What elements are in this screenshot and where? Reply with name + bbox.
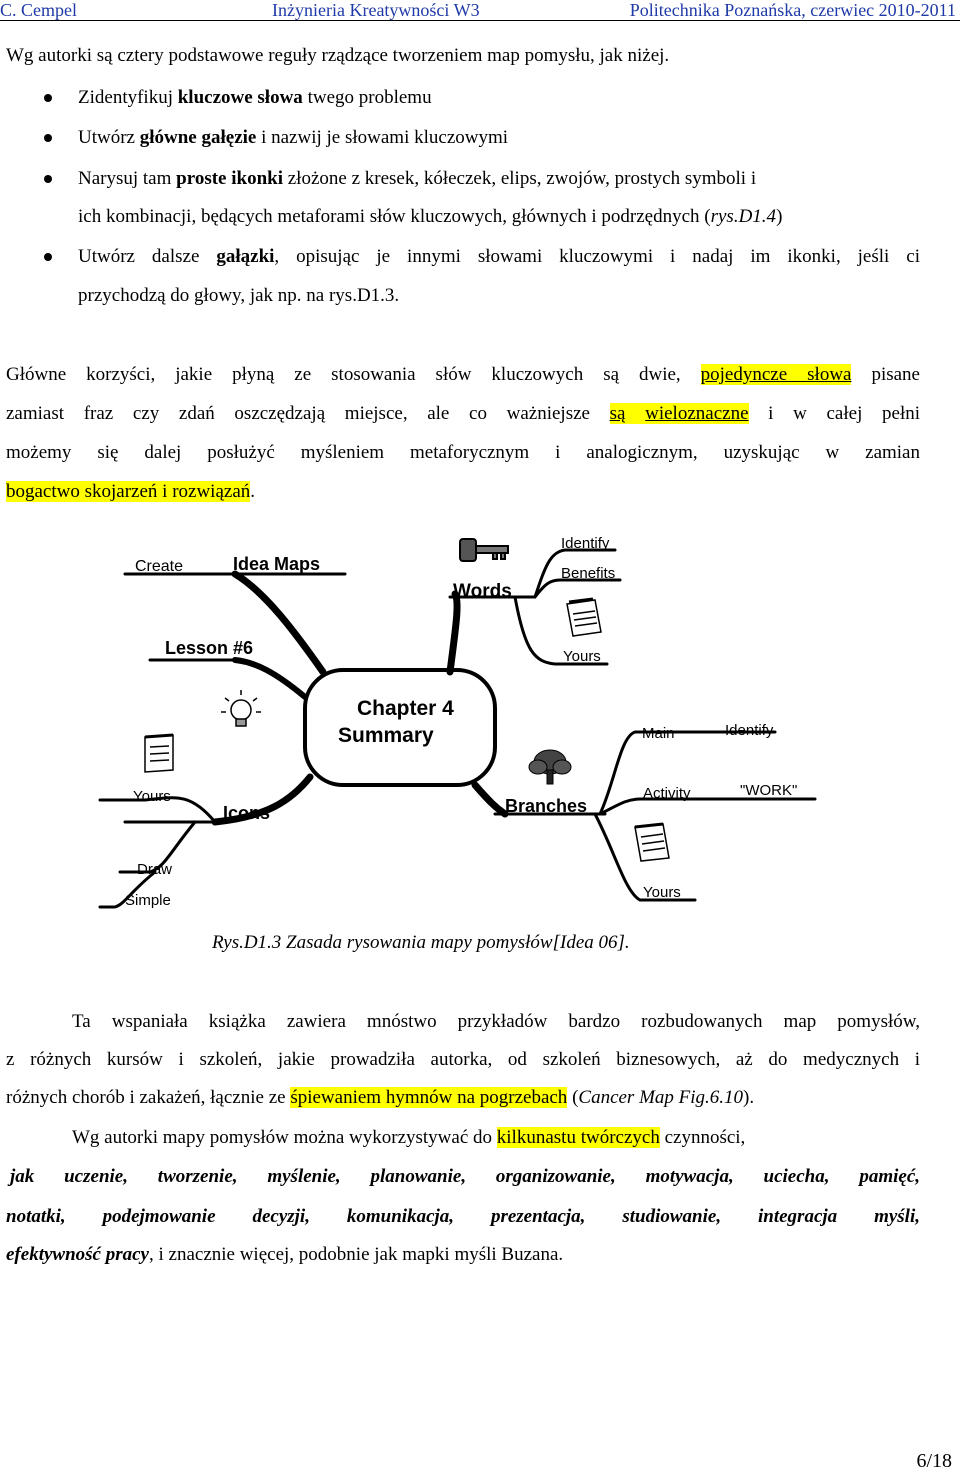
bullet-4-line1: Utwórz dalsze gałązki, opisując je innymi słowami kluczowymi i nadaj im ikonki, jeśli ci [78,246,920,267]
header-institution: Politechnika Poznańska, czerwiec 2010-2011 [629,0,956,20]
bullet-4-line2: przychodzą do głowy, jak np. na rys.D1.3. [78,285,400,306]
label-lesson: Lesson #6 [165,638,254,658]
para1-line1: Główne korzyści, jakie płyną ze stosowania słów kluczowych są dwie, pojedyncze słowa pisane [6,364,920,385]
label-branches: Branches [505,796,588,816]
key-icon [460,539,508,561]
label-yours-right: Yours [643,884,681,901]
bullet-marker [44,94,52,102]
label-idea-maps: Idea Maps [233,554,321,574]
figure-caption: Rys.D1.3 Zasada rysowania mapy pomysłów[Idea 06]. [212,932,630,953]
notepad-icon [145,735,173,772]
page-header [0,0,960,21]
para2-line3: różnych chorób i zakażeń, łącznie ze śpiewaniem hymnów na pogrzebach (Cancer Map Fig.6.10). [6,1087,755,1108]
page-number: 6/18 [916,1450,952,1472]
label-simple: Simple [125,892,171,909]
para3-line2: jak uczenie, tworzenie, myślenie, planowanie, organizowanie, motywacja, uciecha, pamięć, [10,1166,920,1187]
label-yours-left: Yours [133,788,171,805]
label-identify-1: Identify [561,535,610,552]
center-line2: Summary [338,724,434,747]
bullet-1: Zidentyfikuj kluczowe słowa twego problemu [78,87,432,108]
notepad-icon [567,599,601,636]
header-author: C. Cempel [0,0,77,20]
label-work: "WORK" [740,782,798,799]
para2-line2: z różnych kursów i szkoleń, jakie prowadziła autorka, od szkoleń biznesowych, aż do medycznych i [6,1049,920,1070]
tree-icon [529,750,571,784]
label-activity: Activity [643,785,691,802]
label-draw: Draw [137,861,173,878]
bullet-marker [44,134,52,142]
label-create: Create [135,558,184,575]
bullet-3-line1: Narysuj tam proste ikonki złożone z kresek, kółeczek, elips, zwojów, prostych symboli i [78,168,757,189]
label-benefits: Benefits [561,565,616,582]
label-identify-2: Identify [725,722,774,739]
label-yours-top: Yours [563,648,601,665]
para2-line1: Ta wspaniała książka zawiera mnóstwo przykładów bardzo rozbudowanych map pomysłów, [72,1011,920,1032]
bullet-marker [44,175,52,183]
para1-line4: bogactwo skojarzeń i rozwiązań. [6,481,256,502]
para3-line1: Wg autorki mapy pomysłów można wykorzystywać do kilkunastu twórczych czynności, [72,1127,746,1148]
label-main: Main [642,725,675,742]
mind-map-figure [95,522,820,922]
para3-line4: efektywność pracy, i znacznie więcej, podobnie jak mapki myśli Buzana. [6,1244,564,1265]
para1-line2: zamiast fraz czy zdań oszczędzają miejsce, ale co ważniejsze są wieloznaczne i w całej pełni [6,403,921,424]
lightbulb-icon [221,690,261,726]
bullet-2: Utwórz główne gałęzie i nazwij je słowami kluczowymi [78,127,509,148]
intro-text: Wg autorki są cztery podstawowe reguły rządzące tworzeniem map pomysłu, jak niżej. [6,45,670,66]
label-icons: Icons [223,803,271,823]
para3-line3: notatki, podejmowanie decyzji, komunikacja, prezentacja, studiowanie, integracja myśli, [6,1206,920,1227]
bullet-marker [44,253,52,261]
header-course: Inżynieria Kreatywności W3 [272,0,480,20]
center-line1: Chapter 4 [357,697,454,720]
para1-line3: możemy się dalej posłużyć myśleniem metaforycznym i analogicznym, uzyskując w zamian [6,442,920,463]
label-words: Words [453,581,512,602]
bullet-3-line2: ich kombinacji, będących metaforami słów kluczowych, głównych i podrzędnych (rys.D1.4) [78,206,783,227]
notepad-icon [635,824,669,861]
